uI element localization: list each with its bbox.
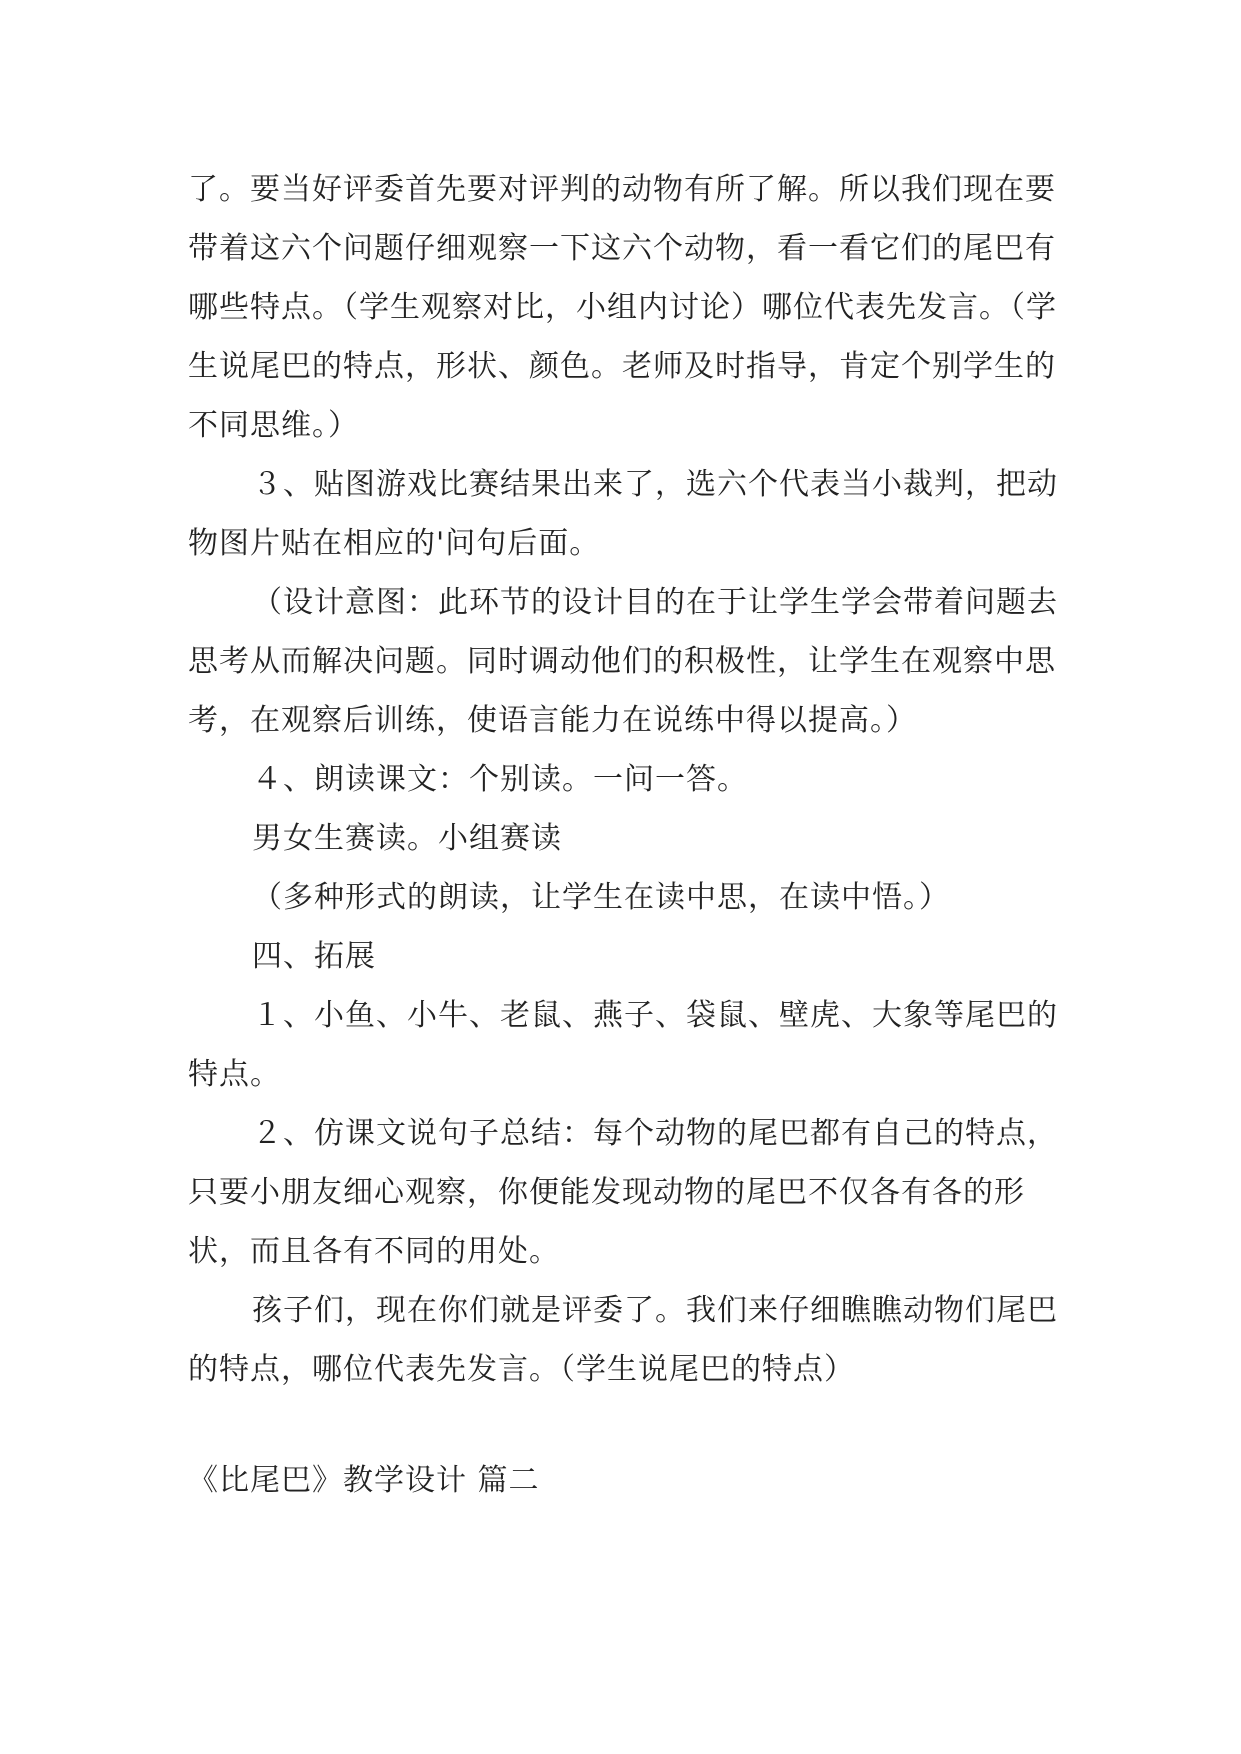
paragraph-extension-2: ２、仿课文说句子总结：每个动物的尾巴都有自己的特点，只要小朋友细心观察，你便能发现动物的尾巴不仅各有各的形状，而且各有不同的用处。 (188, 1116, 1058, 1269)
paragraph-design-intent: （设计意图：此环节的设计目的在于让学生学会带着问题去思考从而解决问题。同时调动他们的积极性，让学生在观察中思考，在观察后训练，使语言能力在说练中得以提高。） (188, 585, 1058, 738)
paragraph-group-reading: 男女生赛读。小组赛读 (252, 821, 562, 856)
document-body (188, 160, 1068, 1510)
section-heading: 《比尾巴》教学设计 篇二 (188, 1463, 540, 1498)
paragraph-extension-1: １、小鱼、小牛、老鼠、燕子、袋鼠、壁虎、大象等尾巴的特点。 (188, 998, 1058, 1092)
paragraph-step-4: ４、朗读课文：个别读。一问一答。 (252, 762, 748, 797)
paragraph-reading-note: （多种形式的朗读，让学生在读中思，在读中悟。） (252, 880, 950, 915)
paragraph-closing: 孩子们，现在你们就是评委了。我们来仔细瞧瞧动物们尾巴的特点，哪位代表先发言。（学生说尾巴的特点） (188, 1293, 1058, 1387)
paragraph-continuation: 了。要当好评委首先要对评判的动物有所了解。所以我们现在要带着这六个问题仔细观察一下这六个动物，看一看它们的尾巴有哪些特点。（学生观察对比，小组内讨论）哪位代表先发言。（学生说尾巴的特点，形状、颜色。老师及时指导，肯定个别学生的不同思维。） (188, 172, 1057, 443)
paragraph-section-extension: 四、拓展 (252, 939, 376, 974)
paragraph-step-3: ３、贴图游戏比赛结果出来了，选六个代表当小裁判，把动物图片贴在相应的'问句后面。 (188, 467, 1058, 561)
